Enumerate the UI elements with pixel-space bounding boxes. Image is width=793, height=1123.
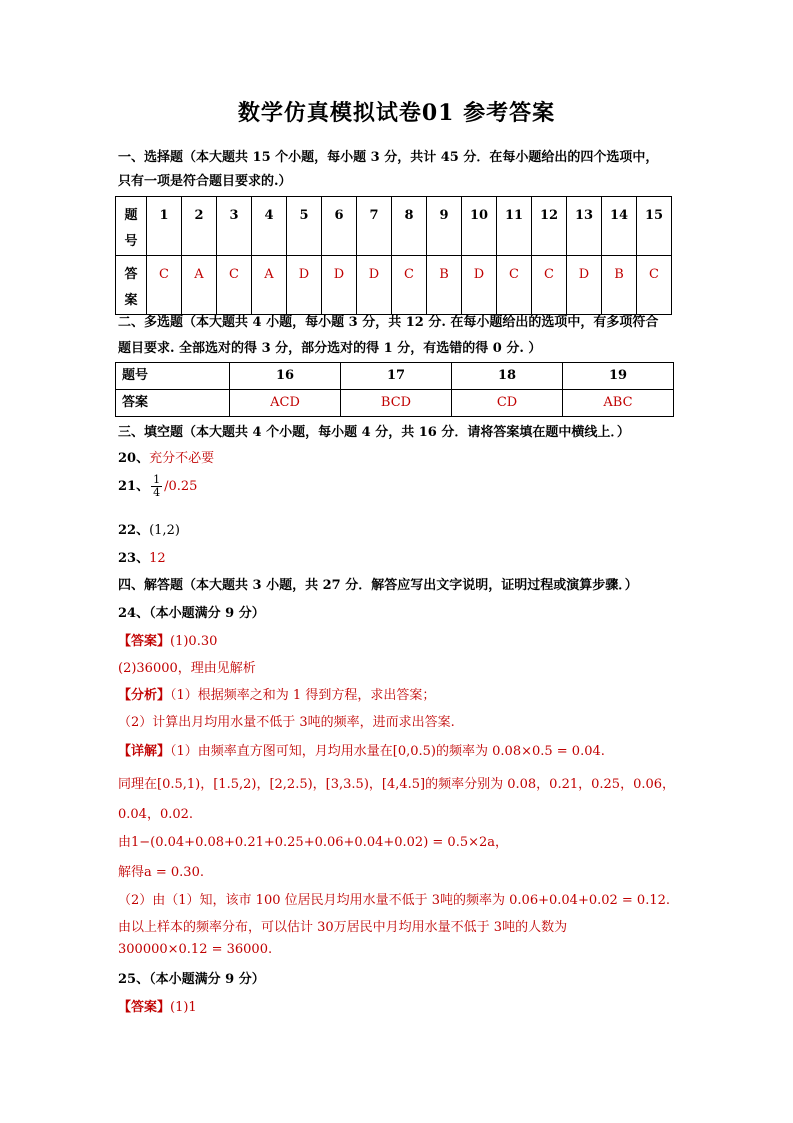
question-number: 2 [182, 197, 217, 256]
question-number: 14 [602, 197, 637, 256]
section4-heading: 四、解答题（本大题共 3 小题，共 27 分．解答应写出文字说明，证明过程或演算步骤．） [118, 578, 638, 593]
table-row [116, 256, 672, 315]
choice-answer: C [532, 256, 567, 315]
q24-detail-line1: 【详解】（1）由频率直方图可知，月均用水量在[0,0.5)的频率为 0.08×0.5 = 0.04. [118, 744, 605, 759]
answer-tag: 【答案】 [118, 634, 171, 649]
section3-heading: 三、填空题（本大题共 4 个小题，每小题 4 分，共 16 分．请将答案填在题中横线上．） [118, 425, 630, 440]
question-number: 11 [497, 197, 532, 256]
section1-heading-line1: 一、选择题（本大题共 15 个小题，每小题 3 分，共计 45 分．在每小题给出的四个选项中， [118, 150, 659, 165]
choice-answer: D [287, 256, 322, 315]
choice-answer: B [427, 256, 462, 315]
choice-answer-table [115, 196, 672, 315]
q24-detail-line3: 0.04，0.02. [118, 807, 194, 822]
question-number: 19 [563, 363, 674, 390]
q22-answer: (1,2) [149, 523, 180, 538]
question-number: 17 [341, 363, 452, 390]
question-number: 12 [532, 197, 567, 256]
q24-detail-line8: 300000×0.12 = 36000. [118, 942, 273, 957]
question-number: 4 [252, 197, 287, 256]
q22-label: 22、 [118, 523, 150, 538]
multi-choice-answer: ABC [563, 390, 674, 417]
q24-detail-line2: 同理在[0.5,1)，[1.5,2)，[2,2.5)，[3,3.5)，[4,4.5]的频率分别为 0.08，0.21，0.25，0.06， [118, 777, 676, 792]
choice-answer: C [147, 256, 182, 315]
q21-line [118, 474, 197, 499]
q20-line [118, 447, 214, 466]
choice-answer: C [217, 256, 252, 315]
answer-tag: 【答案】 [118, 1000, 171, 1015]
row-header-answer: 答案 [116, 390, 230, 417]
question-number: 9 [427, 197, 462, 256]
question-number: 6 [322, 197, 357, 256]
q24-answer-line2: (2)36000，理由见解析 [118, 661, 256, 676]
question-number: 15 [637, 197, 672, 256]
section2-heading-line2: 题目要求. 全部选对的得 3 分，部分选对的得 1 分，有选错的得 0 分. ） [118, 341, 542, 356]
q24-detail-line7: 由以上样本的频率分布，可以估计 30万居民中月均用水量不低于 3吨的人数为 [118, 920, 568, 935]
row-header-answer: 答 案 [116, 256, 147, 315]
q25-answer-line1: 【答案】(1)1 [118, 1000, 197, 1015]
question-number: 10 [462, 197, 497, 256]
question-number: 16 [230, 363, 341, 390]
choice-answer: C [637, 256, 672, 315]
q23-label: 23、 [118, 551, 150, 566]
row-header-number: 题号 [116, 363, 230, 390]
choice-answer: B [602, 256, 637, 315]
choice-answer: D [357, 256, 392, 315]
q24-detail-line5: 解得a = 0.30. [118, 865, 204, 880]
choice-answer: A [182, 256, 217, 315]
choice-answer: C [497, 256, 532, 315]
section2-heading-line1: 二、多选题（本大题共 4 小题，每小题 3 分，共 12 分. 在每小题给出的选项中，有多项符合 [118, 315, 659, 330]
q24-detail-line4: 由1−(0.04+0.08+0.21+0.25+0.06+0.04+0.02) = 0.5×2a， [118, 835, 509, 850]
question-number: 5 [287, 197, 322, 256]
choice-answer: C [392, 256, 427, 315]
q20-answer: 充分不必要 [149, 451, 215, 466]
question-number: 3 [217, 197, 252, 256]
question-number: 7 [357, 197, 392, 256]
detail-tag: 【详解】 [118, 744, 171, 759]
q24-label: 24、（本小题满分 9 分） [118, 606, 265, 621]
multi-choice-answer-table [115, 362, 674, 417]
q21-label: 21、 [118, 479, 150, 494]
q23-line [118, 547, 166, 566]
table-row [116, 390, 674, 417]
multi-choice-answer: CD [452, 390, 563, 417]
q24-analysis-line2: （2）计算出月均用水量不低于 3吨的频率，进而求出答案. [118, 715, 455, 730]
q25-label: 25、（本小题满分 9 分） [118, 972, 265, 987]
page-title: 数学仿真模拟试卷01 参考答案 [237, 100, 556, 126]
q21-fraction: $\frac{1}{4}$ [153, 473, 161, 499]
q24-analysis-line1: 【分析】（1）根据频率之和为 1 得到方程，求出答案； [118, 688, 436, 703]
choice-answer: A [252, 256, 287, 315]
q24-detail-line6: （2）由（1）知，该市 100 位居民月均用水量不低于 3吨的频率为 0.06+0.04+0.02 = 0.12. [118, 893, 671, 908]
analysis-tag: 【分析】 [118, 688, 171, 703]
q24-answer-line1: 【答案】(1)0.30 [118, 634, 218, 649]
choice-answer: D [567, 256, 602, 315]
table-row [116, 363, 674, 390]
choice-answer: D [462, 256, 497, 315]
table-row [116, 197, 672, 256]
multi-choice-answer: BCD [341, 390, 452, 417]
choice-answer: D [322, 256, 357, 315]
multi-choice-answer: ACD [230, 390, 341, 417]
q20-label: 20、 [118, 451, 150, 466]
q23-answer: 12 [149, 551, 166, 566]
section1-heading-line2: 只有一项是符合题目要求的.） [118, 174, 292, 189]
q21-answer: /0.25 [164, 479, 198, 494]
question-number: 8 [392, 197, 427, 256]
row-header-number: 题 号 [116, 197, 147, 256]
question-number: 13 [567, 197, 602, 256]
q22-line [118, 519, 180, 538]
question-number: 18 [452, 363, 563, 390]
question-number: 1 [147, 197, 182, 256]
